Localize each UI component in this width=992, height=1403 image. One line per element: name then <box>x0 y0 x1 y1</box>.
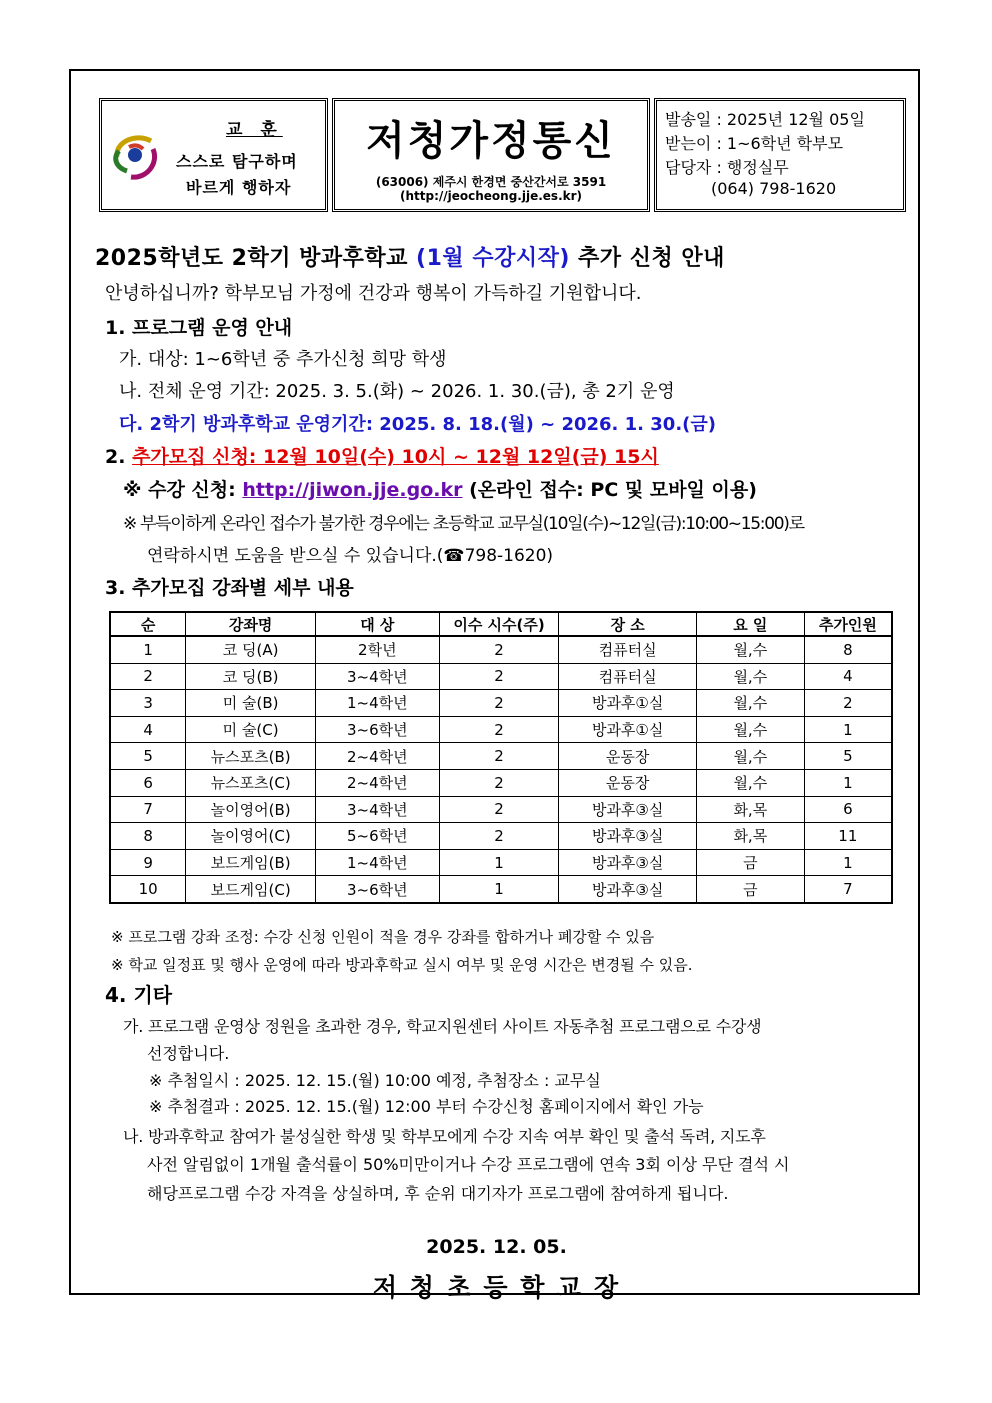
table-cell: 화,목 <box>696 796 804 823</box>
send-date: 발송일 : 2025년 12월 05일 <box>665 110 865 129</box>
table-cell: 코 딩(A) <box>186 636 316 663</box>
column-header: 이수 시수(주) <box>439 612 559 636</box>
table-cell: 3~4학년 <box>315 663 439 690</box>
table-cell: 2 <box>439 769 559 796</box>
table-cell: 2 <box>439 663 559 690</box>
table-cell: 뉴스포츠(B) <box>186 743 316 770</box>
table-cell: 10 <box>110 876 186 903</box>
table-cell: 2 <box>110 663 186 690</box>
table-cell: 2 <box>804 690 892 717</box>
column-header: 장 소 <box>559 612 697 636</box>
table-cell: 1~4학년 <box>315 849 439 876</box>
table-cell: 방과후③실 <box>559 876 697 903</box>
apply-line <box>123 475 757 502</box>
main-title-part3: 추가 신청 안내 <box>569 246 725 271</box>
table-row <box>110 636 892 663</box>
apply-link[interactable]: http://jiwon.jje.go.kr <box>242 479 463 501</box>
table-cell: 월,수 <box>696 716 804 743</box>
section2-num: 2. <box>105 446 133 468</box>
section4-b-line3: 해당프로그램 수강 자격을 상실하며, 후 순위 대기자가 프로그램에 참여하게 됩니다. <box>147 1184 729 1203</box>
column-header: 대 상 <box>315 612 439 636</box>
table-cell: 11 <box>804 823 892 850</box>
table-cell: 월,수 <box>696 769 804 796</box>
section4-b-line2: 사전 알림없이 1개월 출석률이 50%미만이거나 수강 프로그램에 연속 3회 이상 무단 결석 시 <box>147 1155 790 1174</box>
section4-a-note2: ※ 추첨결과 : 2025. 12. 15.(월) 12:00 부터 수강신청 홈페이지에서 확인 가능 <box>149 1097 704 1116</box>
section2-period: 추가모집 신청: 12월 10일(수) 10시 ~ 12월 12일(금) 15시 <box>132 446 659 468</box>
table-cell: 운동장 <box>559 743 697 770</box>
table-cell: 월,수 <box>696 636 804 663</box>
table-cell: 5~6학년 <box>315 823 439 850</box>
motto-line-1: 스스로 탐구하며 <box>176 152 298 171</box>
table-cell: 2 <box>439 636 559 663</box>
school-website: (http://jeocheong.jje.es.kr) <box>399 189 583 203</box>
course-table-body <box>110 636 892 903</box>
section1-item-a: 가. 대상: 1~6학년 중 추가신청 희망 학생 <box>119 349 447 370</box>
table-cell: 방과후①실 <box>559 716 697 743</box>
table-cell: 컴퓨터실 <box>559 663 697 690</box>
table-cell: 2 <box>439 716 559 743</box>
table-cell: 놀이영어(B) <box>186 796 316 823</box>
table-cell: 1~4학년 <box>315 690 439 717</box>
table-cell: 3~6학년 <box>315 716 439 743</box>
phone: (064) 798-1620 <box>711 179 837 198</box>
recipient: 받는이 : 1~6학년 학부모 <box>665 134 844 153</box>
school-address: (63006) 제주시 한경면 중산간서로 3591 <box>375 175 607 189</box>
column-header: 순 <box>110 612 186 636</box>
table-cell: 7 <box>804 876 892 903</box>
paper-title: 저청가정통신 <box>366 118 616 164</box>
table-cell: 보드게임(C) <box>186 876 316 903</box>
school-logo-icon <box>107 127 163 183</box>
table-row <box>110 823 892 850</box>
table-cell: 뉴스포츠(C) <box>186 769 316 796</box>
main-title-part1: 2025학년도 2학기 방과후학교 <box>95 246 417 271</box>
table-cell: 금 <box>696 849 804 876</box>
column-header: 요 일 <box>696 612 804 636</box>
notice-line-2: 연락하시면 도움을 받으실 수 있습니다.(☎798-1620) <box>147 546 554 566</box>
title-box <box>332 98 650 212</box>
table-cell: 방과후③실 <box>559 823 697 850</box>
motto-line-2: 바르게 행하자 <box>186 178 292 197</box>
table-cell: 1 <box>804 716 892 743</box>
main-title-highlight: (1월 수강시작) <box>416 246 570 271</box>
table-row <box>110 796 892 823</box>
table-cell: 1 <box>439 876 559 903</box>
section1-item-c: 다. 2학기 방과후학교 운영기간: 2025. 8. 18.(월) ~ 2026. 1. 30.(금) <box>119 414 717 435</box>
table-cell: 3~4학년 <box>315 796 439 823</box>
table-cell: 방과후③실 <box>559 849 697 876</box>
table-row <box>110 716 892 743</box>
section2-heading <box>105 442 659 469</box>
table-cell: 9 <box>110 849 186 876</box>
table-cell: 2학년 <box>315 636 439 663</box>
table-cell: 금 <box>696 876 804 903</box>
table-row <box>110 769 892 796</box>
table-cell: 1 <box>804 769 892 796</box>
table-row <box>110 663 892 690</box>
table-cell: 1 <box>804 849 892 876</box>
table-row <box>110 876 892 903</box>
table-cell: 방과후①실 <box>559 690 697 717</box>
table-cell: 7 <box>110 796 186 823</box>
table-cell: 1 <box>110 636 186 663</box>
apply-note: (온라인 접수: PC 및 모바일 이용) <box>462 479 757 501</box>
table-cell: 미 술(C) <box>186 716 316 743</box>
course-table-header <box>110 612 892 636</box>
table-cell: 5 <box>110 743 186 770</box>
table-cell: 1 <box>439 849 559 876</box>
table-cell: 2 <box>439 796 559 823</box>
motto-box <box>99 98 328 212</box>
greeting: 안녕하십니까? 학부모님 가정에 건강과 행복이 가득하길 기원합니다. <box>105 283 642 304</box>
section4-b-line1: 나. 방과후학교 참여가 불성실한 학생 및 학부모에게 수강 지속 여부 확인 및 출석 독려, 지도후 <box>123 1127 766 1146</box>
table-cell: 월,수 <box>696 690 804 717</box>
motto-title: 교 훈 <box>226 120 283 140</box>
apply-label: ※ 수강 신청: <box>123 479 243 501</box>
table-cell: 미 술(B) <box>186 690 316 717</box>
table-cell: 운동장 <box>559 769 697 796</box>
table-cell: 월,수 <box>696 663 804 690</box>
column-header: 추가인원 <box>804 612 892 636</box>
section4-heading: 4. 기타 <box>105 983 173 1007</box>
table-cell: 4 <box>804 663 892 690</box>
table-cell: 2 <box>439 823 559 850</box>
table-cell: 컴퓨터실 <box>559 636 697 663</box>
table-cell: 6 <box>804 796 892 823</box>
table-cell: 2 <box>439 690 559 717</box>
course-table <box>109 611 893 904</box>
notice-line-1: ※ 부득이하게 온라인 접수가 불가한 경우에는 초등학교 교무실(10일(수)~12일(금):10:00~15:00)로 <box>123 514 804 534</box>
table-cell: 4 <box>110 716 186 743</box>
school-principal-signature: 저 청 초 등 학 교 장 <box>372 1273 621 1302</box>
table-cell: 3~6학년 <box>315 876 439 903</box>
note-2: ※ 학교 일정표 및 행사 운영에 따라 방과후학교 실시 여부 및 운영 시간은 변경될 수 있음. <box>111 956 693 974</box>
table-cell: 2~4학년 <box>315 769 439 796</box>
column-header: 강좌명 <box>186 612 316 636</box>
main-title <box>95 241 905 272</box>
section1-item-b: 나. 전체 운영 기간: 2025. 3. 5.(화) ~ 2026. 1. 30.(금), 총 2기 운영 <box>119 381 675 402</box>
table-row <box>110 690 892 717</box>
table-cell: 6 <box>110 769 186 796</box>
section1-heading: 1. 프로그램 운영 안내 <box>105 317 293 339</box>
document-frame <box>69 69 920 1302</box>
table-row <box>110 849 892 876</box>
section4-a-note1: ※ 추첨일시 : 2025. 12. 15.(월) 10:00 예정, 추첨장소 : 교무실 <box>149 1071 601 1090</box>
table-cell: 3 <box>110 690 186 717</box>
section4-a-line1: 가. 프로그램 운영상 정원을 초과한 경우, 학교지원센터 사이트 자동추첨 프로그램으로 수강생 <box>123 1017 762 1036</box>
table-cell: 5 <box>804 743 892 770</box>
table-cell: 2~4학년 <box>315 743 439 770</box>
manager: 담당자 : 행정실무 <box>665 158 789 177</box>
table-cell: 방과후③실 <box>559 796 697 823</box>
newsletter-header <box>99 98 906 213</box>
section4-a-line2: 선정합니다. <box>147 1044 230 1063</box>
table-cell: 화,목 <box>696 823 804 850</box>
table-cell: 코 딩(B) <box>186 663 316 690</box>
table-cell: 보드게임(B) <box>186 849 316 876</box>
table-cell: 8 <box>804 636 892 663</box>
issue-date: 2025. 12. 05. <box>426 1236 567 1258</box>
note-1: ※ 프로그램 강좌 조정: 수강 신청 인원이 적을 경우 강좌를 합하거나 폐강할 수 있음 <box>111 928 655 946</box>
table-row <box>110 743 892 770</box>
section3-heading: 3. 추가모집 강좌별 세부 내용 <box>105 577 354 599</box>
table-cell: 월,수 <box>696 743 804 770</box>
info-box <box>654 98 906 212</box>
table-cell: 놀이영어(C) <box>186 823 316 850</box>
table-cell: 8 <box>110 823 186 850</box>
table-cell: 2 <box>439 743 559 770</box>
